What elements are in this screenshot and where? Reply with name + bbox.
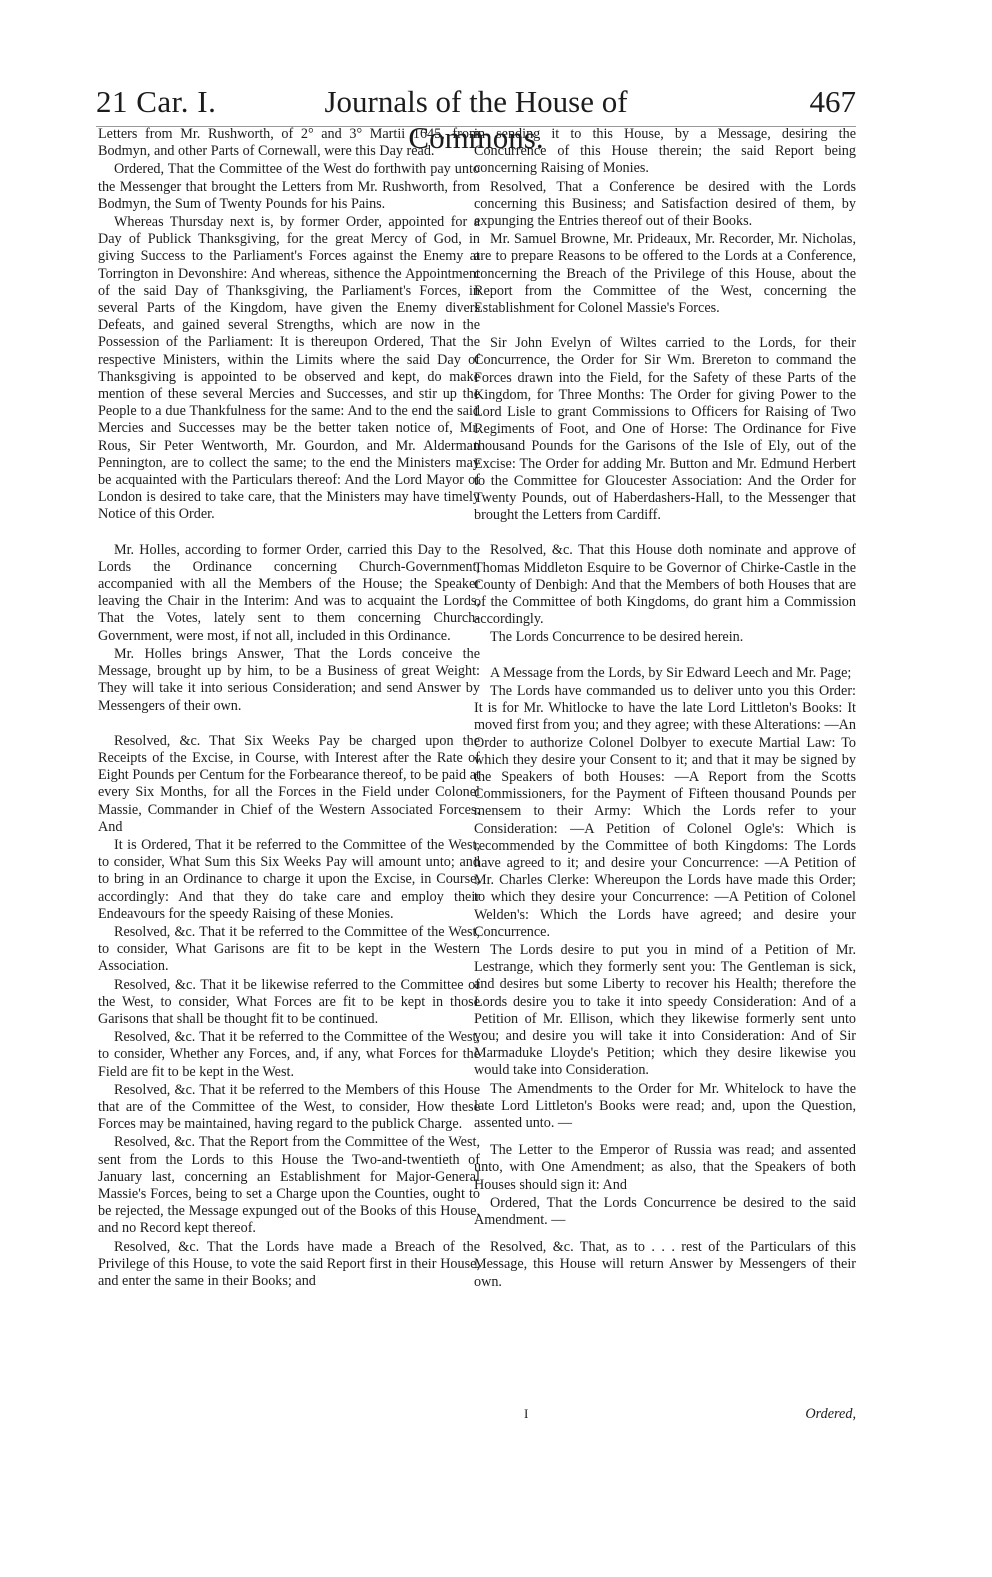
journal-title: Journals of the House of Commons. xyxy=(324,84,628,155)
catchword: Ordered, xyxy=(805,1406,856,1422)
paragraph: The Lords desire to put you in mind of a Petition of Mr. Lestrange, which they formerly sent you: The Gentleman is sick, and desires but some Liberty to recover his Health; therefore the Lords desire you to take it into speedy Consideration: And of a Petition of Mr. Ellison, which they likewise formerly sent unto you; and desire you will take it into Consideration: And of Sir Marmaduke Lloyde's Petition; which they desire likewise you would take into Consideration. xyxy=(474,941,856,1079)
paragraph: in sending it to this House, by a Message, desiring the Concurrence of this House therein; the said Report being concerning Raising of Monies. xyxy=(474,126,856,177)
paragraph: Whereas Thursday next is, by former Order, appointed for a Day of Publick Thanksgiving, for the great Mercy of God, in giving Success to the Parliament's Forces against the Enemy at Torrington in Devonshire: And whereas, sithence the Appointment of the said Day of Thanksgiving, the Parliament's Forces, in several Parts of the Kingdom, have given the Enemy divers Defeats, and gained several Strengths, which are now in the Possession of the Parliament: It is thereupon Ordered, That the respective Ministers, within the Limits where the said Day of Thanksgiving is appointed to be observed and kept, do make mention of these several Mercies and Successes, and stir up the People to a due Thankfulness for the same: And to the end the said Mercies and Successes may be the better taken notice of, Mr. Rous, Sir Peter Wentworth, Mr. Gourdon, and Mr. Alderman Pennington, are to collect the same; to the end the Ministers may be acquainted with the Particulars thereof: And the Lord Mayor of London is desired to take care, that the Ministers may have timely Notice of this Order. xyxy=(98,214,480,523)
paragraph: Ordered, That the Lords Concurrence be desired to the said Amendment. — xyxy=(474,1194,856,1228)
paragraph: Resolved, &c. That it be referred to the Members of this House that are of the Committee of the West, to consider, How these Forces may be maintained, having regard to the publick Charge. xyxy=(98,1081,480,1133)
paragraph: Mr. Holles, according to former Order, carried this Day to the Lords the Ordinance concerning Church-Government, accompanied with all the Members of the House; the Speaker leaving the Chair in the Interim: And was to acquaint the Lords, That the Votes, lately sent to them concerning Church-Government, were most, if not all, included in this Ordinance. xyxy=(98,541,480,644)
paragraph: Resolved, &c. That it be referred to the Committee of the West, to consider, Whether any Forces, and, if any, what Forces for the Field are fit to be kept in the West. xyxy=(98,1029,480,1080)
page-number: 467 xyxy=(809,84,856,119)
paragraph: Resolved, &c. That Six Weeks Pay be charged upon the Receipts of the Excise, in Course, with Interest after the Rate of Eight Pounds per Centum for the Forbearance thereof, to be paid at every Six Months, for all the Forces in the Field under Colonel Massie, Commander in Chief of the Western Associated Forces. And xyxy=(98,732,480,835)
paragraph: A Message from the Lords, by Sir Edward Leech and Mr. Page; xyxy=(490,664,852,681)
paragraph: Resolved, &c. That the Report from the Committee of the West, sent from the Lords to this House the Two-and-twentieth of January last, concerning an Establishment for Major-General Massie's Forces, being to set a Charge upon the Counties, ought to be rejected, the Message expunged out of the Books of this House, and no Record kept thereof. xyxy=(98,1134,480,1237)
paragraph: Letters from Mr. Rushworth, of 2° and 3° Martii 1645, from Bodmyn, and other Parts of Cornewall, were this Day read. xyxy=(98,126,480,160)
paragraph: It is Ordered, That it be referred to the Committee of the West, to consider, What Sum this Six Weeks Pay will amount unto; and to bring in an Ordinance to charge it upon the Excise, in Course, accordingly: And that they do take care and employ their Endeavours for the speedy Raising of these Monies. xyxy=(98,836,480,922)
paragraph: Mr. Samuel Browne, Mr. Prideaux, Mr. Recorder, Mr. Nicholas, are to prepare Reasons to be offered to the Lords at a Conference, concerning the Breach of the Privilege of this House, about the Report from the Committee of the West, concerning the Establishment for Colonel Massie's Forces. xyxy=(474,231,856,317)
page-footer xyxy=(474,1406,856,1426)
paragraph: Resolved, &c. That it be referred to the Committee of the West, to consider, What Garisons are fit to be kept in the Western Association. xyxy=(98,923,480,975)
paragraph: The Amendments to the Order for Mr. Whitelock to have the late Lord Littleton's Books were read; and, upon the Question, assented unto. — xyxy=(474,1080,856,1131)
paragraph: Ordered, That the Committee of the West do forthwith pay unto the Messenger that brought the Letters from Mr. Rushworth, from Bodmyn, the Sum of Twenty Pounds for his Pains. xyxy=(98,161,480,212)
paragraph: Resolved, &c. That this House doth nominate and approve of Thomas Middleton Esquire to be Governor of Chirke-Castle in the County of Denbigh: And that the Members of both Houses that are of the Committee of both Kingdoms, do grant him a Commission accordingly. xyxy=(474,542,856,628)
paragraph: Mr. Holles brings Answer, That the Lords conceive the Message, brought up by him, to be a Business of great Weight: They will take it into serious Consideration; and send Answer by Messengers of their own. xyxy=(98,645,480,714)
left-column xyxy=(98,126,480,1291)
paragraph: The Letter to the Emperor of Russia was read; and assented unto, with One Amendment; as also, that the Speakers of both Houses should sign it: And xyxy=(474,1142,856,1193)
signature-mark: I xyxy=(524,1406,529,1421)
paragraph: Resolved, &c. That, as to . . . rest of the Particulars of this Message, this House will return Answer by Messengers of their own. xyxy=(474,1239,856,1290)
paragraph: Resolved, &c. That it be likewise referred to the Committee of the West, to consider, What Forces are fit to be kept in those Garisons that shall be thought fit to be continued. xyxy=(98,976,480,1027)
paragraph: Resolved, That a Conference be desired with the Lords concerning this Business; and Satisfaction desired of them, by expunging the Entries thereof out of their Books. xyxy=(474,178,856,230)
paragraph: Sir John Evelyn of Wiltes carried to the Lords, for their Concurrence, the Order for Sir Wm. Brereton to command the Forces drawn into the Field, for the Safety of these Parts of the Kingdom, for Three Months: The Order for giving Power to the Lord Lisle to grant Commissions to Officers for Raising of Two Regiments of Foot, and One of Horse: The Ordinance for Five thousand Pounds for the Garisons of the Isle of Ely, out of the Excise: The Order for adding Mr. Button and Mr. Edmund Herbert to the Committee for Gloucester Association: And the Order for Twenty Pounds, out of Haberdashers-Hall, to the Messenger that brought the Letters from Cardiff. xyxy=(474,335,856,524)
reign-label: 21 Car. I. xyxy=(96,84,217,119)
right-column xyxy=(474,126,856,1292)
paragraph: Resolved, &c. That the Lords have made a Breach of the Privilege of this House, to vote the said Report first in their House, and enter the same in their Books; and xyxy=(98,1238,480,1289)
paragraph: The Lords have commanded us to deliver unto you this Order: It is for Mr. Whitlocke to have the late Lord Littleton's Books: It moved first from you; and they agree; with these Alterations: —An Order to authorize Colonel Dolbyer to execute Martial Law: To which they desire your Consent to it; and that it may be signed by the Speakers of both Houses: —A Report from the Scotts Commissioners, for the Payment of Fifteen thousand Pounds per mensem to their Army: Which the Lords refer to your Consideration: —A Petition of Colonel Ogle's: Which is recommended by the Committee of both Kingdoms: The Lords have agreed to it; and desire your Concurrence: —A Petition of Mr. Charles Clerke: Whereupon the Lords have made this Order; to which they desire your Concurrence: —A Petition of Colonel Welden's: Which the Lords have agreed; and desire your Concurrence. xyxy=(474,682,856,940)
paragraph: The Lords Concurrence to be desired herein. xyxy=(490,629,744,646)
